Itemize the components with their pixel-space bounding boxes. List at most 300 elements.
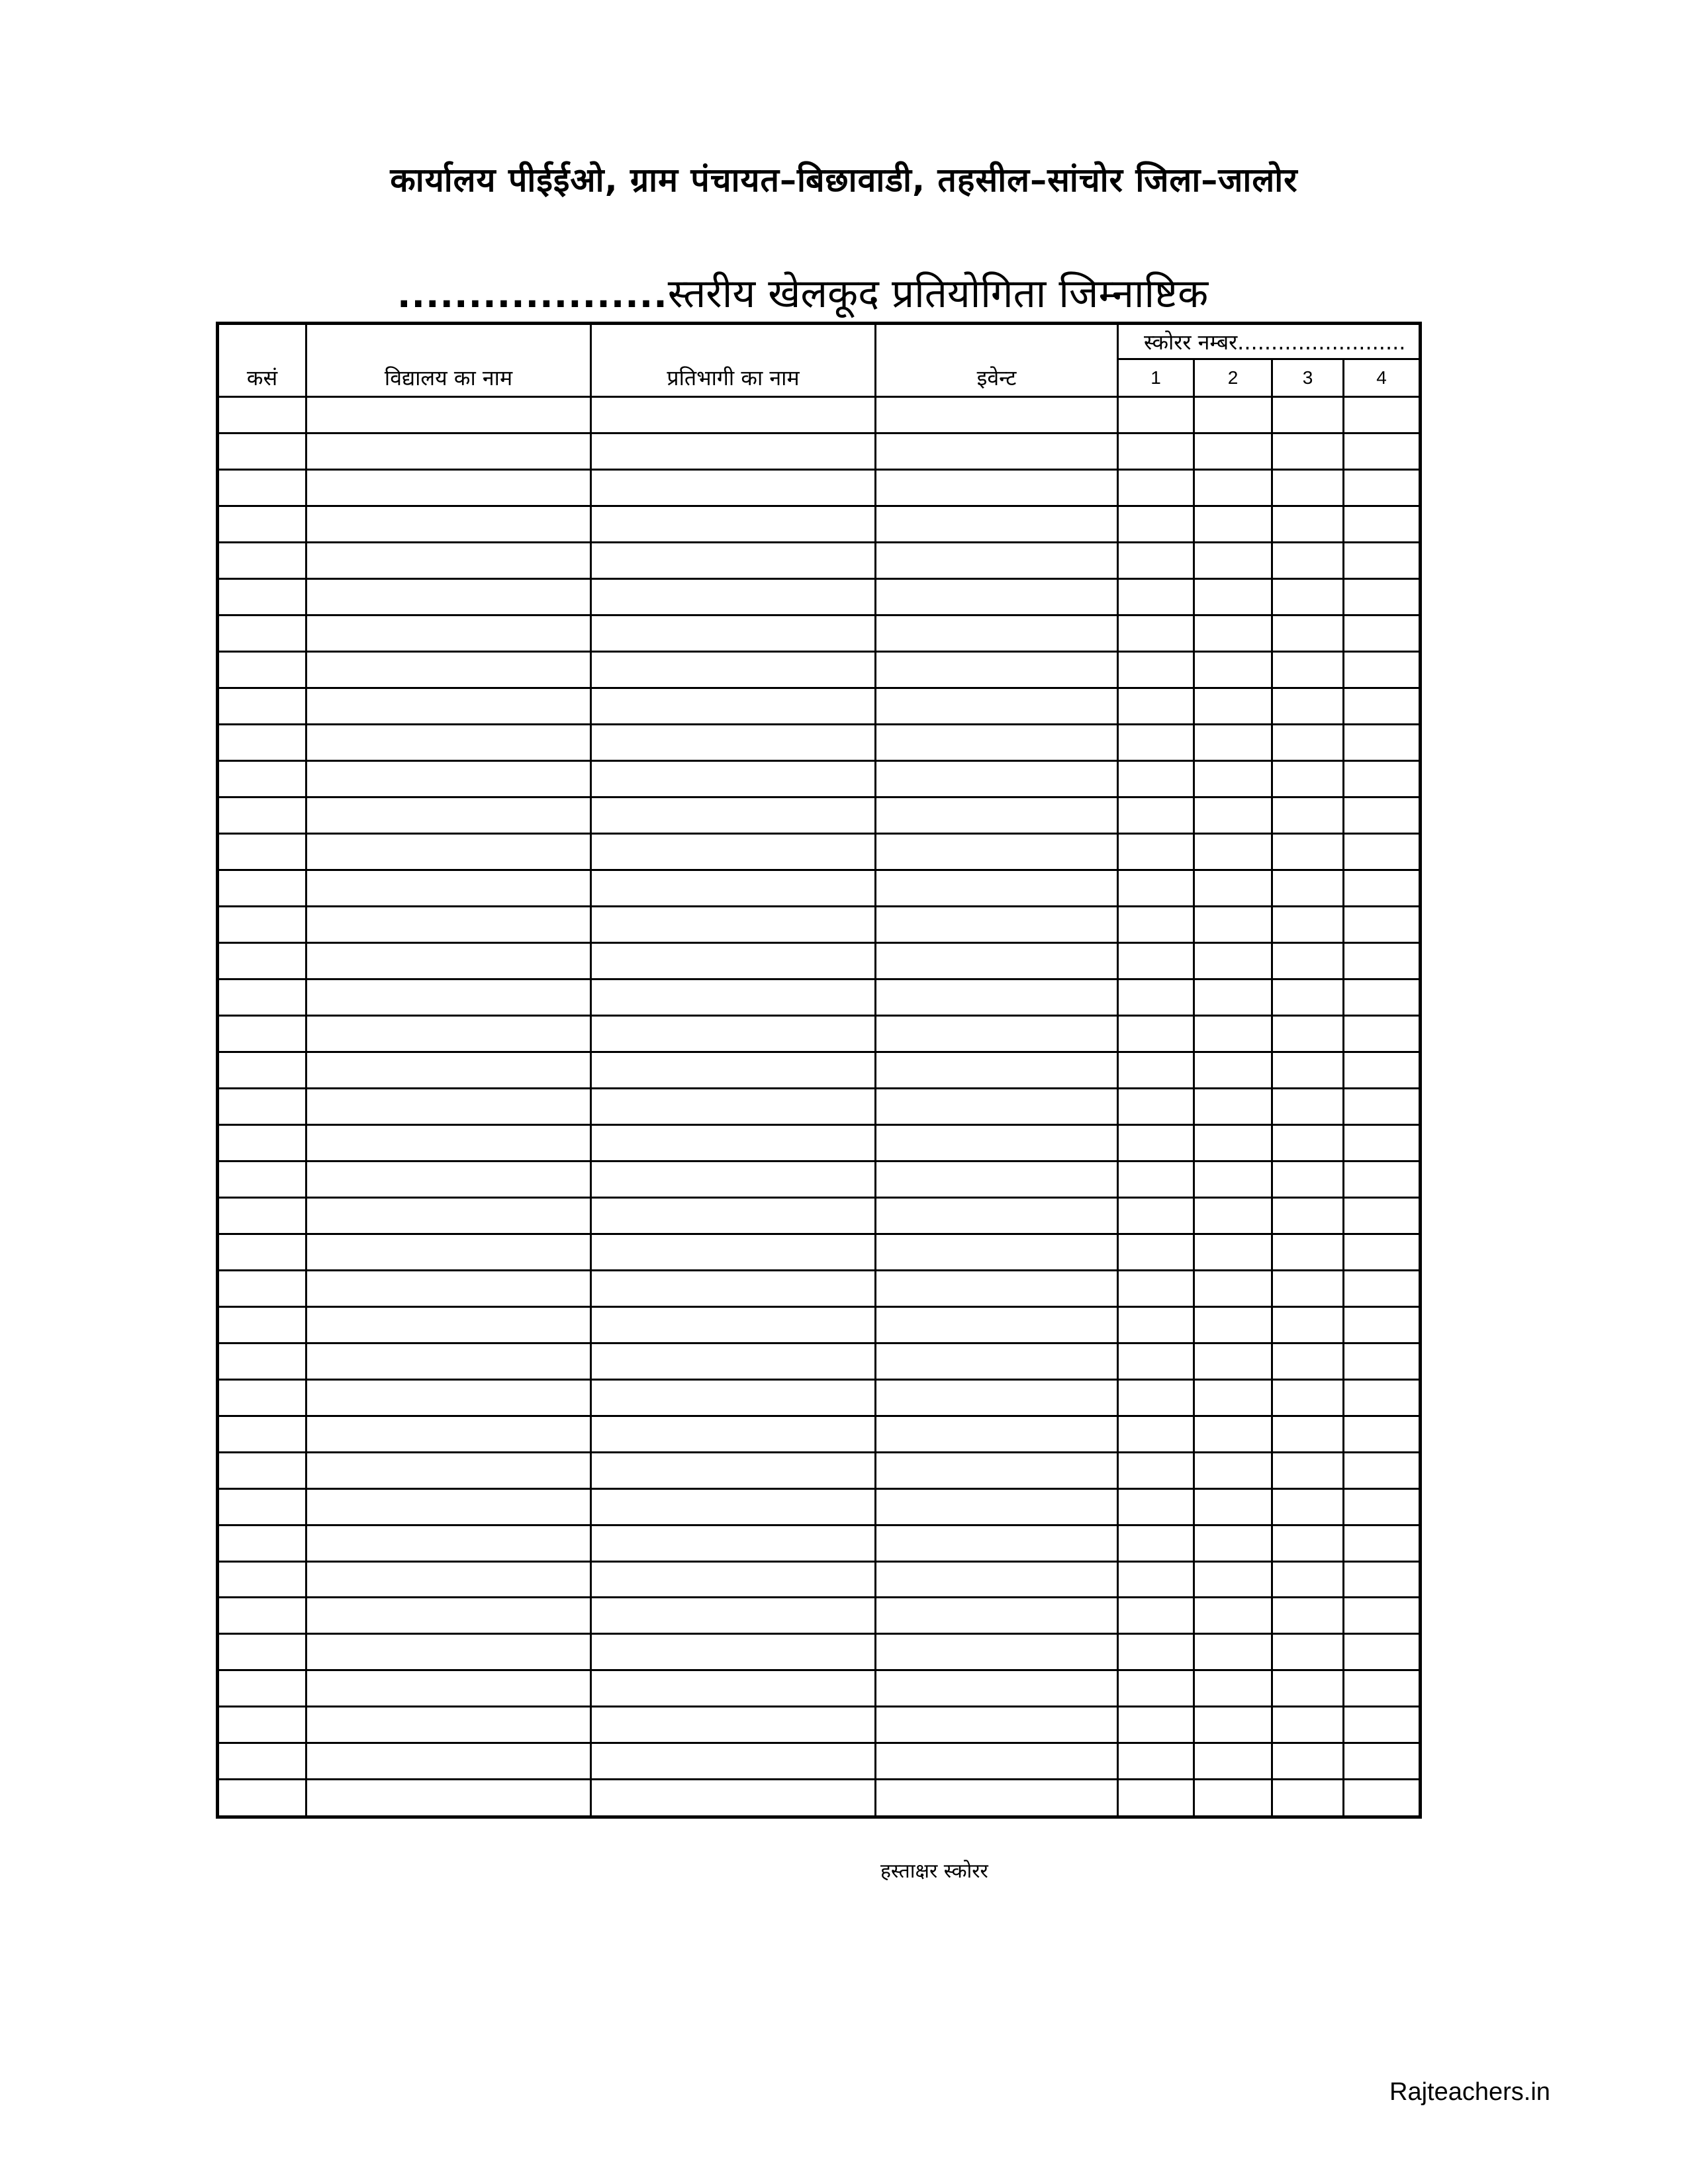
blank-cell: [591, 578, 876, 615]
blank-cell: [1118, 1780, 1194, 1817]
table-row: [218, 1270, 1421, 1306]
blank-cell: [1118, 1052, 1194, 1088]
blank-cell: [876, 1052, 1118, 1088]
blank-cell: [218, 1234, 306, 1270]
blank-cell: [306, 542, 591, 578]
table-row: [218, 1452, 1421, 1488]
blank-cell: [306, 1088, 591, 1124]
blank-cell: [1272, 1452, 1344, 1488]
blank-cell: [1194, 760, 1272, 797]
table-row: [218, 797, 1421, 833]
blank-cell: [218, 1780, 306, 1817]
blank-cell: [1194, 1306, 1272, 1343]
blank-cell: [1344, 1488, 1421, 1525]
blank-cell: [1272, 1343, 1344, 1379]
blank-cell: [306, 615, 591, 651]
blank-cell: [1118, 433, 1194, 469]
blank-cell: [1194, 1670, 1272, 1707]
blank-cell: [1118, 942, 1194, 979]
blank-cell: [876, 578, 1118, 615]
blank-cell: [1272, 397, 1344, 433]
blank-cell: [1272, 724, 1344, 760]
table-row: [218, 542, 1421, 578]
table-row: [218, 469, 1421, 506]
blank-cell: [1194, 469, 1272, 506]
blank-cell: [1272, 1416, 1344, 1452]
blank-cell: [1344, 578, 1421, 615]
blank-cell: [591, 1707, 876, 1743]
blank-cell: [1194, 1598, 1272, 1634]
blank-cell: [1194, 1743, 1272, 1780]
blank-cell: [1118, 397, 1194, 433]
blank-cell: [876, 797, 1118, 833]
blank-cell: [306, 760, 591, 797]
blank-cell: [218, 1015, 306, 1052]
blank-cell: [218, 651, 306, 688]
blank-cell: [306, 469, 591, 506]
blank-cell: [218, 870, 306, 906]
blank-cell: [1194, 1015, 1272, 1052]
blank-cell: [306, 1379, 591, 1416]
blank-cell: [1344, 542, 1421, 578]
blank-cell: [1344, 1707, 1421, 1743]
blank-cell: [1272, 797, 1344, 833]
table-row: [218, 578, 1421, 615]
blank-cell: [1194, 397, 1272, 433]
table-row: [218, 979, 1421, 1015]
table-row: [218, 760, 1421, 797]
blank-cell: [1272, 1088, 1344, 1124]
blank-cell: [218, 615, 306, 651]
blank-cell: [591, 1561, 876, 1598]
blank-cell: [218, 1525, 306, 1561]
blank-cell: [1344, 506, 1421, 542]
blank-cell: [1194, 578, 1272, 615]
blank-cell: [218, 1598, 306, 1634]
blank-cell: [1194, 1234, 1272, 1270]
blank-cell: [876, 760, 1118, 797]
blank-cell: [1118, 797, 1194, 833]
blank-cell: [591, 1161, 876, 1197]
table-row: [218, 1561, 1421, 1598]
blank-cell: [876, 833, 1118, 870]
blank-cell: [1272, 1197, 1344, 1234]
blank-cell: [1118, 1416, 1194, 1452]
blank-cell: [1118, 1234, 1194, 1270]
blank-cell: [1194, 870, 1272, 906]
blank-cell: [876, 397, 1118, 433]
blank-cell: [218, 1743, 306, 1780]
blank-cell: [218, 906, 306, 942]
blank-cell: [591, 615, 876, 651]
blank-cell: [218, 469, 306, 506]
blank-cell: [1344, 615, 1421, 651]
table-row: [218, 1670, 1421, 1707]
blank-cell: [1272, 1780, 1344, 1817]
table-row: [218, 1416, 1421, 1452]
blank-cell: [1272, 906, 1344, 942]
blank-cell: [1194, 906, 1272, 942]
table-row: [218, 1306, 1421, 1343]
blank-cell: [1194, 1161, 1272, 1197]
blank-cell: [218, 1124, 306, 1161]
table-row: [218, 833, 1421, 870]
blank-cell: [1344, 688, 1421, 724]
blank-cell: [1344, 1634, 1421, 1670]
blank-cell: [306, 1452, 591, 1488]
blank-cell: [1344, 1525, 1421, 1561]
blank-cell: [591, 1234, 876, 1270]
blank-cell: [306, 1343, 591, 1379]
blank-cell: [591, 397, 876, 433]
blank-cell: [876, 1670, 1118, 1707]
blank-cell: [1272, 1052, 1344, 1088]
blank-cell: [1272, 1525, 1344, 1561]
blank-cell: [876, 1561, 1118, 1598]
blank-cell: [306, 1416, 591, 1452]
blank-cell: [1194, 1488, 1272, 1525]
blank-cell: [876, 433, 1118, 469]
blank-cell: [876, 469, 1118, 506]
scorer-number-header: स्कोरर नम्बर.........................: [1118, 324, 1421, 359]
blank-cell: [876, 1707, 1118, 1743]
blank-cell: [218, 979, 306, 1015]
blank-cell: [218, 1052, 306, 1088]
blank-cell: [1272, 1488, 1344, 1525]
participant-name-column-header: प्रतिभागी का नाम: [591, 324, 876, 397]
blank-cell: [876, 1488, 1118, 1525]
blank-cell: [591, 1270, 876, 1306]
blank-cell: [306, 688, 591, 724]
table-row: [218, 688, 1421, 724]
blank-cell: [1194, 942, 1272, 979]
blank-cell: [218, 942, 306, 979]
blank-cell: [1272, 1124, 1344, 1161]
blank-cell: [1118, 1088, 1194, 1124]
blank-cell: [1344, 724, 1421, 760]
blank-cell: [1194, 833, 1272, 870]
blank-cell: [1272, 942, 1344, 979]
blank-cell: [306, 1306, 591, 1343]
blank-cell: [1194, 1452, 1272, 1488]
table-row: [218, 1743, 1421, 1780]
table-row: [218, 1197, 1421, 1234]
blank-cell: [591, 724, 876, 760]
blank-cell: [306, 397, 591, 433]
scorer-signature-label: हस्ताक्षर स्कोरर: [880, 1860, 988, 1883]
blank-cell: [1272, 760, 1344, 797]
blank-cell: [591, 1743, 876, 1780]
blank-cell: [1344, 1124, 1421, 1161]
blank-cell: [306, 942, 591, 979]
blank-cell: [1118, 1452, 1194, 1488]
score-sheet-table: [216, 322, 1422, 1819]
blank-cell: [876, 942, 1118, 979]
blank-cell: [306, 578, 591, 615]
blank-cell: [591, 870, 876, 906]
blank-cell: [306, 1561, 591, 1598]
table-row: [218, 397, 1421, 433]
blank-cell: [306, 433, 591, 469]
blank-cell: [306, 1270, 591, 1306]
blank-cell: [1344, 1561, 1421, 1598]
blank-cell: [1344, 942, 1421, 979]
table-row: [218, 1598, 1421, 1634]
blank-cell: [306, 870, 591, 906]
blank-cell: [1194, 1561, 1272, 1598]
blank-cell: [1118, 1015, 1194, 1052]
blank-cell: [306, 724, 591, 760]
blank-cell: [1344, 1452, 1421, 1488]
blank-cell: [1344, 979, 1421, 1015]
blank-cell: [218, 506, 306, 542]
blank-cell: [1194, 979, 1272, 1015]
blank-cell: [218, 797, 306, 833]
blank-cell: [1194, 797, 1272, 833]
blank-cell: [218, 724, 306, 760]
blank-cell: [1118, 1161, 1194, 1197]
blank-cell: [1118, 1343, 1194, 1379]
office-heading: कार्यालय पीईईओ, ग्राम पंचायत–बिछावाडी, तहसील–सांचोर जिला–जालोर: [390, 161, 1298, 199]
blank-cell: [1118, 1306, 1194, 1343]
blank-cell: [591, 1379, 876, 1416]
blank-cell: [876, 1124, 1118, 1161]
blank-cell: [1118, 1561, 1194, 1598]
event-column-header: इवेन्ट: [876, 324, 1118, 397]
table-row: [218, 651, 1421, 688]
blank-cell: [876, 1015, 1118, 1052]
blank-cell: [306, 1161, 591, 1197]
blank-cell: [1194, 1124, 1272, 1161]
blank-cell: [1344, 651, 1421, 688]
blank-cell: [1272, 1670, 1344, 1707]
blank-cell: [876, 1598, 1118, 1634]
blank-cell: [876, 1452, 1118, 1488]
blank-cell: [218, 1343, 306, 1379]
blank-cell: [1194, 724, 1272, 760]
scorer-column-1: 1: [1118, 359, 1194, 397]
blank-cell: [876, 651, 1118, 688]
blank-cell: [306, 1052, 591, 1088]
table-row: [218, 1488, 1421, 1525]
blank-cell: [1344, 1379, 1421, 1416]
blank-cell: [876, 1270, 1118, 1306]
blank-cell: [1272, 1598, 1344, 1634]
blank-cell: [1194, 651, 1272, 688]
blank-cell: [1118, 1488, 1194, 1525]
blank-cell: [591, 797, 876, 833]
blank-cell: [218, 1416, 306, 1452]
blank-cell: [876, 1379, 1118, 1416]
blank-cell: [591, 688, 876, 724]
blank-cell: [1344, 1052, 1421, 1088]
blank-cell: [876, 1525, 1118, 1561]
table-row: [218, 1015, 1421, 1052]
blank-cell: [306, 979, 591, 1015]
blank-cell: [591, 1052, 876, 1088]
blank-cell: [218, 1561, 306, 1598]
blank-cell: [1118, 542, 1194, 578]
blank-cell: [306, 651, 591, 688]
blank-cell: [1344, 1161, 1421, 1197]
blank-cell: [1118, 578, 1194, 615]
blank-cell: [306, 1234, 591, 1270]
blank-cell: [1194, 1052, 1272, 1088]
blank-cell: [306, 1124, 591, 1161]
blank-cell: [591, 760, 876, 797]
blank-cell: [218, 1379, 306, 1416]
blank-cell: [218, 1088, 306, 1124]
competition-title: [397, 265, 1208, 319]
blank-cell: [1272, 1161, 1344, 1197]
blank-cell: [591, 1525, 876, 1561]
blank-cell: [591, 1670, 876, 1707]
blank-cell: [218, 397, 306, 433]
blank-cell: [1344, 469, 1421, 506]
blank-cell: [306, 797, 591, 833]
blank-cell: [1194, 433, 1272, 469]
blank-cell: [306, 506, 591, 542]
blank-cell: [1118, 870, 1194, 906]
blank-cell: [306, 1670, 591, 1707]
blank-cell: [1344, 1743, 1421, 1780]
blank-cell: [1272, 433, 1344, 469]
table-row: [218, 506, 1421, 542]
blank-cell: [1194, 1379, 1272, 1416]
blank-cell: [1272, 1707, 1344, 1743]
table-row: [218, 433, 1421, 469]
blank-cell: [1272, 1634, 1344, 1670]
blank-cell: [1344, 1306, 1421, 1343]
blank-cell: [1118, 615, 1194, 651]
scorer-column-4: 4: [1344, 359, 1421, 397]
blank-cell: [876, 724, 1118, 760]
blank-cell: [1272, 833, 1344, 870]
blank-cell: [306, 1525, 591, 1561]
table-row: [218, 870, 1421, 906]
table-row: [218, 1525, 1421, 1561]
blank-cell: [306, 1015, 591, 1052]
blank-cell: [1344, 1270, 1421, 1306]
blank-cell: [591, 433, 876, 469]
blank-cell: [591, 1452, 876, 1488]
blank-cell: [876, 1743, 1118, 1780]
blank-cell: [591, 1088, 876, 1124]
blank-cell: [218, 578, 306, 615]
blank-cell: [306, 906, 591, 942]
blank-cell: [876, 1416, 1118, 1452]
blank-cell: [1194, 1197, 1272, 1234]
blank-cell: [218, 1161, 306, 1197]
blank-cell: [1272, 542, 1344, 578]
blank-cell: [876, 506, 1118, 542]
table-row: [218, 1780, 1421, 1817]
blank-cell: [1344, 397, 1421, 433]
blank-cell: [306, 1488, 591, 1525]
blank-cell: [591, 906, 876, 942]
blank-cell: [1118, 469, 1194, 506]
blank-cell: [591, 1634, 876, 1670]
blank-cell: [1118, 1670, 1194, 1707]
blank-cell: [1272, 469, 1344, 506]
blank-cell: [1272, 1379, 1344, 1416]
blank-cell: [218, 833, 306, 870]
blank-cell: [1118, 1379, 1194, 1416]
blank-cell: [876, 870, 1118, 906]
blank-cell: [1194, 1525, 1272, 1561]
blank-cell: [591, 833, 876, 870]
blank-cell: [1272, 506, 1344, 542]
blank-cell: [1118, 1124, 1194, 1161]
blank-cell: [1344, 906, 1421, 942]
blank-cell: [591, 942, 876, 979]
blank-cell: [876, 1161, 1118, 1197]
blank-cell: [306, 1707, 591, 1743]
blank-cell: [218, 760, 306, 797]
blank-cell: [1118, 724, 1194, 760]
blank-cell: [591, 1015, 876, 1052]
blank-cell: [591, 1343, 876, 1379]
blank-cell: [876, 688, 1118, 724]
blank-cell: [1272, 1561, 1344, 1598]
blank-cell: [1344, 433, 1421, 469]
blank-cell: [1118, 1598, 1194, 1634]
blank-cell: [218, 1270, 306, 1306]
blank-cell: [1118, 1634, 1194, 1670]
blank-cell: [1344, 1088, 1421, 1124]
blank-cell: [1272, 615, 1344, 651]
blank-cell: [1272, 651, 1344, 688]
blank-cell: [1272, 1234, 1344, 1270]
level-blank: ...................: [397, 274, 668, 316]
blank-cell: [218, 1488, 306, 1525]
blank-cell: [1118, 979, 1194, 1015]
table-row: [218, 1052, 1421, 1088]
blank-cell: [1344, 870, 1421, 906]
blank-cell: [1194, 1634, 1272, 1670]
blank-cell: [306, 1743, 591, 1780]
blank-cell: [591, 1488, 876, 1525]
blank-cell: [1272, 1306, 1344, 1343]
blank-cell: [1118, 1743, 1194, 1780]
blank-cell: [876, 1780, 1118, 1817]
blank-cell: [591, 1306, 876, 1343]
blank-cell: [591, 542, 876, 578]
blank-cell: [876, 615, 1118, 651]
blank-cell: [1194, 688, 1272, 724]
blank-cell: [591, 506, 876, 542]
table-row: [218, 1707, 1421, 1743]
blank-cell: [591, 979, 876, 1015]
blank-cell: [1194, 506, 1272, 542]
table-row: [218, 1634, 1421, 1670]
blank-cell: [1272, 1270, 1344, 1306]
blank-cell: [1344, 1197, 1421, 1234]
competition-name: स्तरीय खेलकूद प्रतियोगिता जिम्नाष्टिक: [667, 271, 1209, 317]
table-row: [218, 1343, 1421, 1379]
table-row: [218, 615, 1421, 651]
blank-cell: [1344, 1670, 1421, 1707]
school-name-column-header: विद्यालय का नाम: [306, 324, 591, 397]
blank-cell: [1194, 1343, 1272, 1379]
serial-column-header: कसं: [218, 324, 306, 397]
scorer-column-2: 2: [1194, 359, 1272, 397]
blank-cell: [1118, 833, 1194, 870]
table-row: [218, 1161, 1421, 1197]
blank-cell: [591, 1124, 876, 1161]
blank-cell: [591, 1416, 876, 1452]
blank-cell: [1194, 1707, 1272, 1743]
